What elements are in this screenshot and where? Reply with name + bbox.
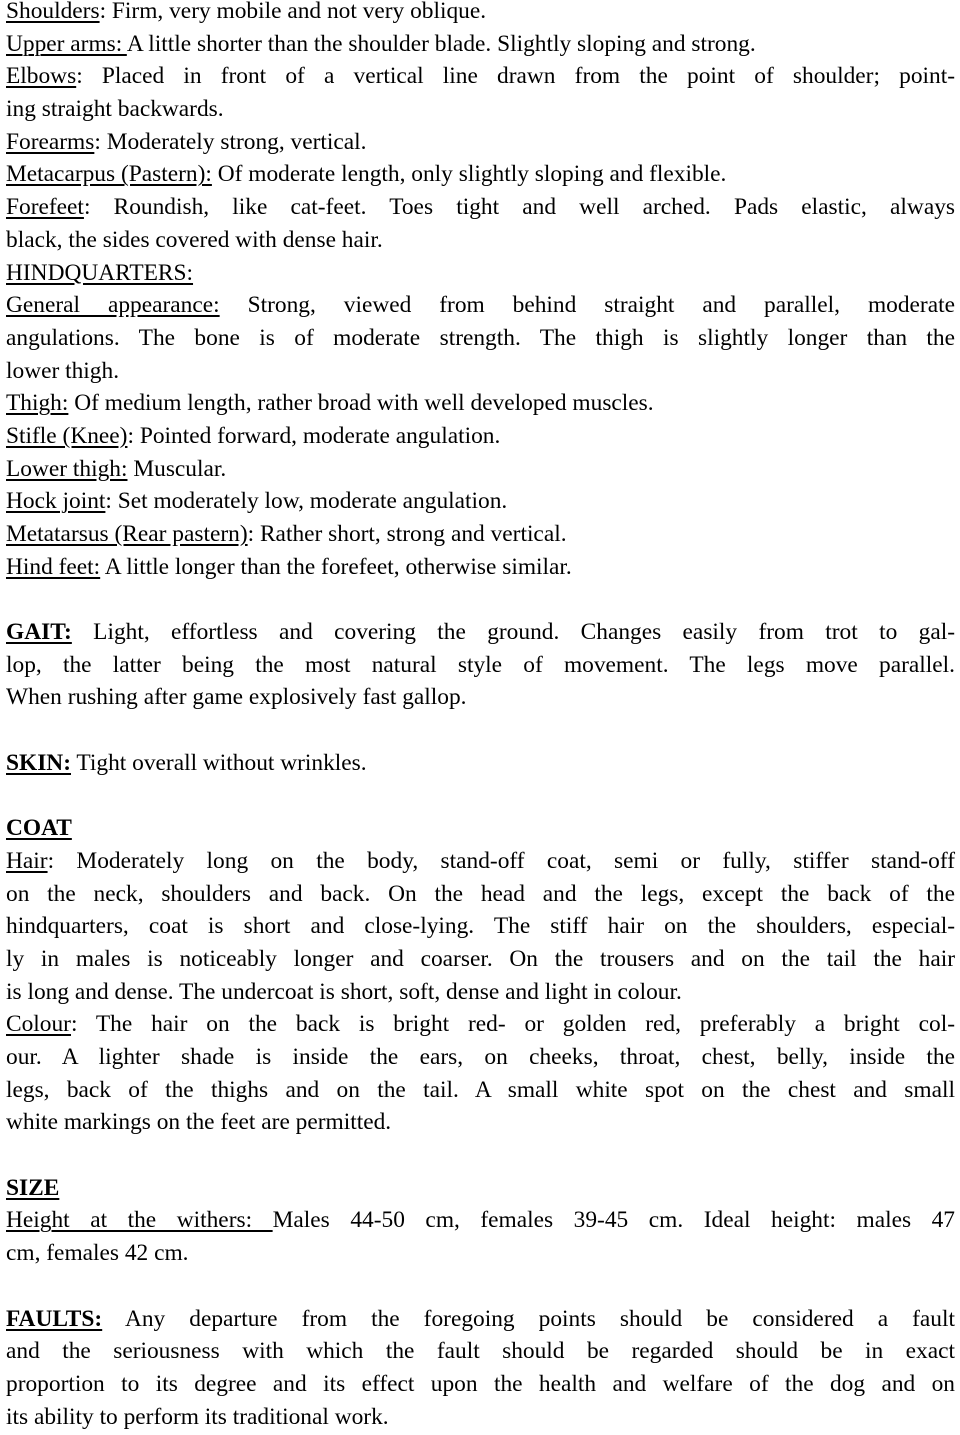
metatarsus-line [6,518,955,551]
lower-thigh-text: Muscular. [127,455,227,482]
stifle-term: Stifle (Knee) [6,422,128,449]
gait-text-1: Light, effortless and covering the ground. Changes easily from trot to gal- [71,619,955,646]
skin-line [6,747,955,780]
general-appearance-term: General appearance: [6,292,220,319]
forefeet-text-1: : Roundish, like cat-feet. Toes tight and well arched. Pads elastic, always [83,194,955,221]
thigh-line [6,387,955,420]
elbows-text-2: ing straight backwards. [6,96,224,123]
size-heading-line [6,1172,955,1205]
forearms-term: Forearms [6,128,95,155]
upper-arms-text: A little shorter than the shoulder blade. Slightly sloping and strong. [126,30,756,57]
hock-term: Hock joint [6,488,106,515]
elbows-text-1: : Placed in front of a vertical line drawn from the point of shoulder; point- [76,63,955,90]
colour-text-2: our. A lighter shade is inside the ears, on cheeks, throat, chest, belly, inside the [6,1044,955,1070]
gait-heading: GAIT: [6,619,72,646]
faults-text-4: its ability to perform its traditional work. [6,1403,389,1430]
hair-term: Hair [6,847,48,874]
general-appearance-text-1: Strong, viewed from behind straight and parallel, moderate [219,292,955,319]
gait-text-2: lop, the latter being the most natural style of movement. The legs move parallel. [6,651,955,678]
stifle-line [6,420,955,453]
gait-line-3 [6,681,955,714]
forefeet-text-2: black, the sides covered with dense hair. [6,226,383,253]
colour-text-1: : The hair on the back is bright red- or golden red, preferably a bright col- [70,1011,955,1038]
hair-line-2 [6,878,955,911]
hind-feet-text: A little longer than the forefeet, otherwise similar. [100,553,572,580]
forearms-line [6,126,955,159]
forefeet-term: Forefeet [6,194,84,221]
faults-text-2: and the seriousness with which the fault should be regarded should be in exact [6,1338,955,1365]
general-appearance-text-3: lower thigh. [6,357,120,384]
metatarsus-term: Metatarsus (Rear pastern) [6,521,248,547]
faults-text-3: proportion to its degree and its effect upon the health and welfare of the dog and on [6,1370,955,1397]
hindquarters-heading: HINDQUARTERS: [6,259,194,286]
faults-text-1: Any departure from the foregoing points should be considered a fault [102,1305,955,1332]
size-heading: SIZE [6,1174,60,1201]
faults-line-2 [6,1335,955,1368]
hock-line [6,485,955,518]
height-text-1: Males 44-50 cm, females 39-45 cm. Ideal height: males 47 [272,1207,955,1234]
hair-text-4: ly in males is noticeably longer and coarser. On the trousers and on the tail the hair [6,945,955,972]
spacer [6,1270,955,1303]
lower-thigh-term: Lower thigh: [6,455,128,482]
hair-text-5: is long and dense. The undercoat is short, soft, dense and light in colour. [6,978,682,1005]
forearms-text: : Moderately strong, vertical. [94,128,367,155]
hair-text-3: hindquarters, coat is short and close-lying. The stiff hair on the shoulders, especial- [6,913,955,940]
faults-line-4 [6,1401,955,1434]
skin-text: Tight overall without wrinkles. [71,749,367,776]
colour-text-3: legs, back of the thighs and on the tail. A small white spot on the chest and small [6,1076,955,1103]
shoulders-term: Shoulders [6,0,100,24]
forefeet-line-2 [6,224,955,257]
colour-line-3 [6,1074,955,1107]
gait-text-3: When rushing after game explosively fast gallop. [6,684,467,711]
skin-heading: SKIN: [6,749,71,776]
hair-text-1: : Moderately long on the body, stand-off coat, semi or fully, stiffer stand-off [47,847,955,874]
hind-feet-term: Hind feet: [6,553,101,580]
height-term: Height at the withers: [6,1207,273,1234]
general-appearance-line-3 [6,355,955,388]
thigh-text: Of medium length, rather broad with well developed muscles. [68,390,654,417]
hair-line-4 [6,943,955,976]
colour-line-4 [6,1106,955,1139]
thigh-term: Thigh: [6,390,69,417]
height-line-2 [6,1237,955,1270]
general-appearance-line-2 [6,322,955,355]
spacer [6,1139,955,1172]
metacarpus-line [6,158,955,191]
lower-thigh-line [6,453,955,486]
metacarpus-term: Metacarpus (Pastern): [6,161,212,188]
colour-term: Colour [6,1011,71,1038]
upper-arms-line [6,28,955,61]
metacarpus-text: Of moderate length, only slightly sloping and flexible. [211,161,727,188]
elbows-term: Elbows [6,63,77,90]
spacer [6,583,955,616]
colour-line-2 [6,1041,955,1074]
elbows-line-2 [6,93,955,126]
faults-line-1 [6,1303,955,1336]
height-line-1 [6,1204,955,1237]
upper-arms-term: Upper arms: [6,30,127,57]
elbows-line-1 [6,60,955,93]
hind-feet-line [6,551,955,584]
hair-line-1 [6,845,955,878]
gait-line-1 [6,616,955,649]
hair-line-5 [6,976,955,1009]
colour-line-1 [6,1008,955,1041]
forefeet-line-1 [6,191,955,224]
general-appearance-line-1 [6,289,955,322]
hindquarters-heading-line [6,257,955,290]
hair-line-3 [6,910,955,943]
general-appearance-text-2: angulations. The bone is of moderate strength. The thigh is slightly longer than the [6,324,955,351]
colour-text-4: white markings on the feet are permitted. [6,1109,392,1136]
shoulders-line [6,0,955,28]
height-text-2: cm, females 42 cm. [6,1240,189,1267]
stifle-text: : Pointed forward, moderate angulation. [127,422,501,449]
coat-heading-line [6,812,955,845]
faults-heading: FAULTS: [6,1305,103,1332]
faults-line-3 [6,1368,955,1401]
hock-text: : Set moderately low, moderate angulation. [105,488,508,515]
spacer [6,780,955,813]
coat-heading: COAT [6,815,72,842]
metatarsus-text: : Rather short, strong and vertical. [247,521,567,547]
hair-text-2: on the neck, shoulders and back. On the head and the legs, except the back of the [6,880,955,907]
gait-line-2 [6,649,955,682]
spacer [6,714,955,747]
shoulders-text: : Firm, very mobile and not very oblique. [99,0,487,24]
